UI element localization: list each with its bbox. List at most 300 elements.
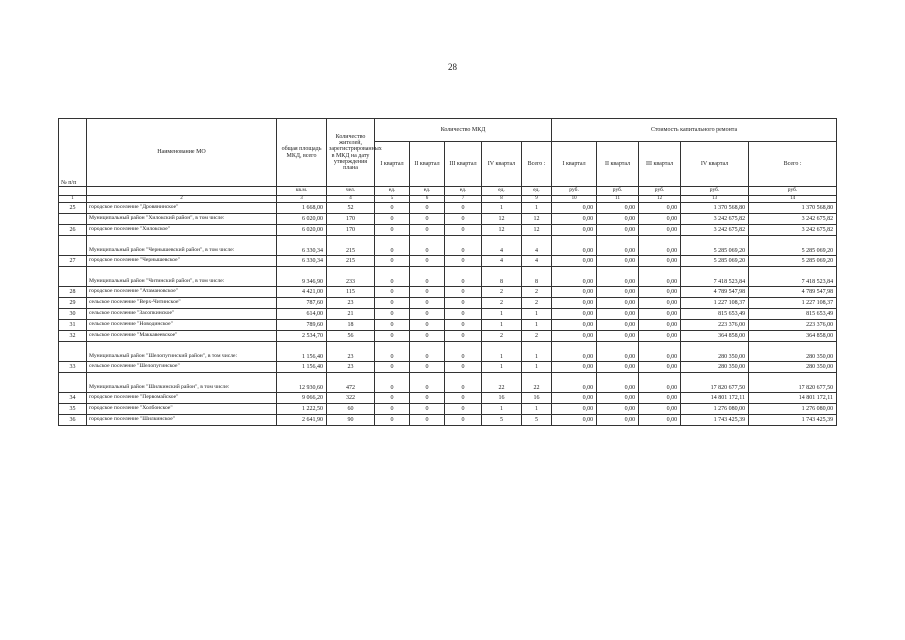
table-row <box>59 393 837 404</box>
column-index-cell: 8 <box>482 196 522 203</box>
row-count-q3: 0 <box>445 309 482 320</box>
row-name: Муниципальный район "Чернышевский район", в том числе: <box>87 236 277 256</box>
row-cost-q2: 0,00 <box>597 342 639 362</box>
row-area: 12 930,60 <box>277 373 327 393</box>
row-residents: 215 <box>327 236 375 256</box>
row-cost-q2: 0,00 <box>597 415 639 426</box>
row-residents: 23 <box>327 298 375 309</box>
row-cost-q4: 364 858,00 <box>681 331 749 342</box>
row-cost-q3: 0,00 <box>639 393 681 404</box>
row-name: сельское поселение "Маккавеевское" <box>87 331 277 342</box>
row-residents: 56 <box>327 331 375 342</box>
row-cost-q1: 0,00 <box>552 203 597 214</box>
row-cost-total: 280 350,00 <box>749 362 837 373</box>
row-cost-q2: 0,00 <box>597 267 639 287</box>
row-area: 787,60 <box>277 298 327 309</box>
header-cost-col: II квартал <box>597 142 639 187</box>
row-cost-q4: 4 789 547,98 <box>681 287 749 298</box>
row-count-q1: 0 <box>375 331 410 342</box>
row-area: 6 330,34 <box>277 236 327 256</box>
row-count-q3: 0 <box>445 415 482 426</box>
row-cost-q4: 280 350,00 <box>681 362 749 373</box>
row-name: городское поселение "Дровянинское" <box>87 203 277 214</box>
row-count-q2: 0 <box>410 298 445 309</box>
row-count-q2: 0 <box>410 225 445 236</box>
row-cost-q1: 0,00 <box>552 342 597 362</box>
row-count-total: 1 <box>522 320 552 331</box>
header-count-group: Количество МКД <box>375 119 552 142</box>
row-cost-q3: 0,00 <box>639 256 681 267</box>
row-count-q4: 4 <box>482 256 522 267</box>
unit-cell: ед. <box>410 187 445 196</box>
row-count-q1: 0 <box>375 320 410 331</box>
row-number: 35 <box>59 404 87 415</box>
row-count-total: 12 <box>522 225 552 236</box>
row-count-q4: 12 <box>482 214 522 225</box>
row-count-q3: 0 <box>445 287 482 298</box>
column-index-cell: 2 <box>87 196 277 203</box>
row-cost-q1: 0,00 <box>552 287 597 298</box>
unit-cell: руб. <box>639 187 681 196</box>
row-cost-q3: 0,00 <box>639 342 681 362</box>
row-cost-total: 7 418 523,84 <box>749 267 837 287</box>
row-number: 31 <box>59 320 87 331</box>
row-cost-q1: 0,00 <box>552 404 597 415</box>
row-cost-q2: 0,00 <box>597 393 639 404</box>
row-area: 1 222,50 <box>277 404 327 415</box>
table-row <box>59 203 837 214</box>
table-row <box>59 373 837 393</box>
row-count-q1: 0 <box>375 309 410 320</box>
row-count-q4: 1 <box>482 404 522 415</box>
unit-cell: руб. <box>749 187 837 196</box>
row-cost-q2: 0,00 <box>597 214 639 225</box>
table-row <box>59 309 837 320</box>
column-index-cell: 13 <box>681 196 749 203</box>
row-count-q1: 0 <box>375 342 410 362</box>
row-count-q3: 0 <box>445 362 482 373</box>
row-cost-total: 5 285 069,20 <box>749 236 837 256</box>
table-row <box>59 214 837 225</box>
row-cost-q2: 0,00 <box>597 256 639 267</box>
row-cost-q4: 1 370 568,80 <box>681 203 749 214</box>
row-cost-q1: 0,00 <box>552 331 597 342</box>
row-count-total: 1 <box>522 309 552 320</box>
row-cost-q2: 0,00 <box>597 320 639 331</box>
row-cost-q2: 0,00 <box>597 203 639 214</box>
row-cost-q3: 0,00 <box>639 331 681 342</box>
row-count-q1: 0 <box>375 203 410 214</box>
column-index-cell: 11 <box>597 196 639 203</box>
row-cost-q1: 0,00 <box>552 225 597 236</box>
row-count-q1: 0 <box>375 404 410 415</box>
row-count-q3: 0 <box>445 320 482 331</box>
row-cost-q1: 0,00 <box>552 256 597 267</box>
row-cost-q2: 0,00 <box>597 236 639 256</box>
row-count-total: 1 <box>522 342 552 362</box>
row-cost-q1: 0,00 <box>552 236 597 256</box>
row-count-total: 2 <box>522 287 552 298</box>
row-cost-q4: 14 801 172,11 <box>681 393 749 404</box>
row-count-q2: 0 <box>410 342 445 362</box>
row-cost-total: 5 285 069,20 <box>749 256 837 267</box>
row-name: городское поселение "Хилокское" <box>87 225 277 236</box>
unit-cell <box>87 187 277 196</box>
header-count-col: III квартал <box>445 142 482 187</box>
row-name: городское поселение "Чернышевское" <box>87 256 277 267</box>
row-cost-q3: 0,00 <box>639 267 681 287</box>
row-cost-q3: 0,00 <box>639 203 681 214</box>
row-count-q2: 0 <box>410 214 445 225</box>
row-area: 9 066,20 <box>277 393 327 404</box>
row-residents: 23 <box>327 362 375 373</box>
table-row <box>59 298 837 309</box>
row-residents: 21 <box>327 309 375 320</box>
row-count-q1: 0 <box>375 393 410 404</box>
row-count-q1: 0 <box>375 214 410 225</box>
row-cost-q4: 3 242 675,82 <box>681 225 749 236</box>
row-count-q4: 1 <box>482 362 522 373</box>
row-count-q3: 0 <box>445 214 482 225</box>
row-count-q1: 0 <box>375 298 410 309</box>
row-area: 6 020,00 <box>277 214 327 225</box>
table-row <box>59 236 837 256</box>
row-count-q4: 1 <box>482 203 522 214</box>
row-count-q1: 0 <box>375 267 410 287</box>
row-count-q2: 0 <box>410 287 445 298</box>
row-count-q3: 0 <box>445 393 482 404</box>
row-number: 25 <box>59 203 87 214</box>
row-cost-q4: 815 653,49 <box>681 309 749 320</box>
row-count-q4: 16 <box>482 393 522 404</box>
row-cost-q3: 0,00 <box>639 309 681 320</box>
row-count-q4: 1 <box>482 309 522 320</box>
row-residents: 322 <box>327 393 375 404</box>
row-cost-q1: 0,00 <box>552 267 597 287</box>
row-cost-q2: 0,00 <box>597 404 639 415</box>
row-area: 789,60 <box>277 320 327 331</box>
row-count-q1: 0 <box>375 415 410 426</box>
row-cost-q4: 17 820 677,50 <box>681 373 749 393</box>
row-cost-q1: 0,00 <box>552 393 597 404</box>
row-cost-q4: 1 276 080,00 <box>681 404 749 415</box>
row-count-q2: 0 <box>410 320 445 331</box>
row-name: городское поселение "Атамановское" <box>87 287 277 298</box>
row-name: Муниципальный район "Хилокский район", в том числе: <box>87 214 277 225</box>
column-index-cell: 4 <box>327 196 375 203</box>
unit-cell <box>59 187 87 196</box>
row-cost-q1: 0,00 <box>552 298 597 309</box>
row-residents: 23 <box>327 342 375 362</box>
row-cost-total: 4 789 547,98 <box>749 287 837 298</box>
row-number <box>59 214 87 225</box>
row-count-q2: 0 <box>410 393 445 404</box>
unit-cell: руб. <box>552 187 597 196</box>
row-cost-q3: 0,00 <box>639 320 681 331</box>
header-cost-col: III квартал <box>639 142 681 187</box>
header-count-col: II квартал <box>410 142 445 187</box>
row-cost-q3: 0,00 <box>639 373 681 393</box>
row-area: 2 534,70 <box>277 331 327 342</box>
header-cost-col: I квартал <box>552 142 597 187</box>
row-cost-q3: 0,00 <box>639 236 681 256</box>
row-count-q2: 0 <box>410 362 445 373</box>
row-residents: 18 <box>327 320 375 331</box>
row-cost-q3: 0,00 <box>639 362 681 373</box>
row-count-q3: 0 <box>445 267 482 287</box>
row-count-q2: 0 <box>410 236 445 256</box>
row-cost-q4: 223 376,00 <box>681 320 749 331</box>
row-cost-total: 3 242 675,82 <box>749 214 837 225</box>
row-area: 1 156,40 <box>277 342 327 362</box>
row-name: городское поселение "Шилкинское" <box>87 415 277 426</box>
row-count-q2: 0 <box>410 309 445 320</box>
row-cost-total: 280 350,00 <box>749 342 837 362</box>
row-count-q4: 2 <box>482 331 522 342</box>
row-count-q4: 22 <box>482 373 522 393</box>
row-cost-total: 1 743 425,39 <box>749 415 837 426</box>
table-row <box>59 225 837 236</box>
header-cost-col: Всего : <box>749 142 837 187</box>
table-row <box>59 331 837 342</box>
column-index-cell: 12 <box>639 196 681 203</box>
row-cost-total: 815 653,49 <box>749 309 837 320</box>
row-name: Муниципальный район "Шелопугинский район", в том числе: <box>87 342 277 362</box>
row-count-q3: 0 <box>445 373 482 393</box>
header-count-col: Всего : <box>522 142 552 187</box>
row-count-total: 22 <box>522 373 552 393</box>
row-residents: 115 <box>327 287 375 298</box>
row-count-q4: 12 <box>482 225 522 236</box>
row-count-q4: 1 <box>482 320 522 331</box>
row-cost-q4: 280 350,00 <box>681 342 749 362</box>
column-index-cell: 9 <box>522 196 552 203</box>
row-count-q1: 0 <box>375 373 410 393</box>
unit-cell: кв.м. <box>277 187 327 196</box>
row-name: сельское поселение "Засопкинское" <box>87 309 277 320</box>
row-cost-total: 1 370 568,80 <box>749 203 837 214</box>
row-count-q2: 0 <box>410 267 445 287</box>
row-cost-q1: 0,00 <box>552 309 597 320</box>
column-index-cell: 7 <box>445 196 482 203</box>
row-number: 29 <box>59 298 87 309</box>
unit-cell: ед. <box>482 187 522 196</box>
unit-cell: руб. <box>597 187 639 196</box>
row-count-q3: 0 <box>445 298 482 309</box>
row-number: 30 <box>59 309 87 320</box>
row-cost-q1: 0,00 <box>552 214 597 225</box>
row-count-total: 1 <box>522 362 552 373</box>
row-count-q3: 0 <box>445 331 482 342</box>
header-cost-group: Стоимость капитального ремонта <box>552 119 837 142</box>
row-cost-q2: 0,00 <box>597 362 639 373</box>
row-name: сельское поселение "Шелопугинское" <box>87 362 277 373</box>
column-index-cell: 10 <box>552 196 597 203</box>
row-number: 34 <box>59 393 87 404</box>
row-name: городское поселение "Первомайское" <box>87 393 277 404</box>
header-count-col: IV квартал <box>482 142 522 187</box>
row-residents: 215 <box>327 256 375 267</box>
row-cost-q2: 0,00 <box>597 298 639 309</box>
row-residents: 52 <box>327 203 375 214</box>
row-cost-q1: 0,00 <box>552 320 597 331</box>
table-row <box>59 287 837 298</box>
row-number: 32 <box>59 331 87 342</box>
row-name: Муниципальный район "Шилкинский район", в том числе: <box>87 373 277 393</box>
row-area: 1 156,40 <box>277 362 327 373</box>
row-count-q4: 2 <box>482 298 522 309</box>
row-count-q4: 4 <box>482 236 522 256</box>
row-cost-total: 17 820 677,50 <box>749 373 837 393</box>
unit-cell: ед. <box>445 187 482 196</box>
row-area: 1 668,00 <box>277 203 327 214</box>
row-cost-q4: 1 743 425,39 <box>681 415 749 426</box>
row-cost-q4: 3 242 675,82 <box>681 214 749 225</box>
table-row <box>59 362 837 373</box>
row-count-total: 2 <box>522 298 552 309</box>
row-count-total: 5 <box>522 415 552 426</box>
row-number <box>59 267 87 287</box>
row-count-q2: 0 <box>410 404 445 415</box>
row-count-q4: 1 <box>482 342 522 362</box>
row-name: сельское поселение "Верх-Читинское" <box>87 298 277 309</box>
row-cost-q4: 5 285 069,20 <box>681 256 749 267</box>
row-cost-q4: 1 227 108,37 <box>681 298 749 309</box>
table-row <box>59 256 837 267</box>
row-residents: 170 <box>327 214 375 225</box>
table-row <box>59 342 837 362</box>
row-cost-total: 14 801 172,11 <box>749 393 837 404</box>
row-count-q2: 0 <box>410 203 445 214</box>
row-cost-total: 1 227 108,37 <box>749 298 837 309</box>
row-cost-total: 364 858,00 <box>749 331 837 342</box>
row-residents: 233 <box>327 267 375 287</box>
row-residents: 472 <box>327 373 375 393</box>
row-number: 28 <box>59 287 87 298</box>
row-count-q2: 0 <box>410 331 445 342</box>
row-count-q2: 0 <box>410 415 445 426</box>
row-area: 4 421,00 <box>277 287 327 298</box>
row-cost-q1: 0,00 <box>552 415 597 426</box>
column-index-row <box>59 196 837 203</box>
row-cost-q2: 0,00 <box>597 331 639 342</box>
row-area: 614,00 <box>277 309 327 320</box>
row-count-q4: 8 <box>482 267 522 287</box>
row-count-q3: 0 <box>445 256 482 267</box>
row-cost-q2: 0,00 <box>597 373 639 393</box>
row-residents: 60 <box>327 404 375 415</box>
row-count-total: 16 <box>522 393 552 404</box>
row-residents: 90 <box>327 415 375 426</box>
row-area: 6 330,34 <box>277 256 327 267</box>
row-count-q4: 2 <box>482 287 522 298</box>
header-cost-col: IV квартал <box>681 142 749 187</box>
unit-cell: ед. <box>522 187 552 196</box>
row-area: 6 020,00 <box>277 225 327 236</box>
row-count-q1: 0 <box>375 225 410 236</box>
column-index-cell: 14 <box>749 196 837 203</box>
row-cost-q3: 0,00 <box>639 404 681 415</box>
row-count-q3: 0 <box>445 225 482 236</box>
row-count-total: 1 <box>522 203 552 214</box>
row-count-total: 4 <box>522 236 552 256</box>
units-row <box>59 187 837 196</box>
header-no: № п/п <box>59 119 87 187</box>
row-cost-q1: 0,00 <box>552 362 597 373</box>
header-residents: Количество жителей, зарегистрированных в МКД на дату утверждения плана <box>327 119 375 187</box>
row-count-total: 2 <box>522 331 552 342</box>
row-name: Муниципальный район "Читинский район", в том числе: <box>87 267 277 287</box>
row-number: 26 <box>59 225 87 236</box>
column-index-cell: 5 <box>375 196 410 203</box>
header-count-col: I квартал <box>375 142 410 187</box>
row-count-q1: 0 <box>375 236 410 256</box>
row-count-total: 12 <box>522 214 552 225</box>
row-cost-q3: 0,00 <box>639 287 681 298</box>
row-cost-total: 3 242 675,82 <box>749 225 837 236</box>
row-area: 9 346,90 <box>277 267 327 287</box>
row-count-q1: 0 <box>375 362 410 373</box>
unit-cell: ед. <box>375 187 410 196</box>
column-index-cell: 1 <box>59 196 87 203</box>
header-name: Наименование МО <box>87 119 277 187</box>
row-count-q2: 0 <box>410 373 445 393</box>
unit-cell: руб. <box>681 187 749 196</box>
row-cost-q2: 0,00 <box>597 309 639 320</box>
row-cost-q3: 0,00 <box>639 214 681 225</box>
row-cost-q3: 0,00 <box>639 415 681 426</box>
row-count-q4: 5 <box>482 415 522 426</box>
row-residents: 170 <box>327 225 375 236</box>
row-count-q2: 0 <box>410 256 445 267</box>
row-count-q3: 0 <box>445 342 482 362</box>
unit-cell: чел. <box>327 187 375 196</box>
table-row <box>59 415 837 426</box>
row-cost-q3: 0,00 <box>639 298 681 309</box>
column-index-cell: 3 <box>277 196 327 203</box>
row-number: 33 <box>59 362 87 373</box>
row-name: городское поселение "Холбонское" <box>87 404 277 415</box>
row-count-total: 1 <box>522 404 552 415</box>
row-count-q3: 0 <box>445 203 482 214</box>
row-cost-q4: 7 418 523,84 <box>681 267 749 287</box>
row-number <box>59 236 87 256</box>
table-row <box>59 267 837 287</box>
row-count-q1: 0 <box>375 256 410 267</box>
row-number: 36 <box>59 415 87 426</box>
row-cost-total: 1 276 080,00 <box>749 404 837 415</box>
header-area: общая площадь МКД, всего <box>277 119 327 187</box>
row-cost-q1: 0,00 <box>552 373 597 393</box>
row-cost-q2: 0,00 <box>597 225 639 236</box>
row-number: 27 <box>59 256 87 267</box>
capital-repair-table <box>58 118 837 426</box>
page-number: 28 <box>448 62 457 72</box>
column-index-cell: 6 <box>410 196 445 203</box>
row-cost-total: 223 376,00 <box>749 320 837 331</box>
table-row <box>59 404 837 415</box>
row-name: сельское поселение "Новодинское" <box>87 320 277 331</box>
row-count-total: 8 <box>522 267 552 287</box>
row-count-q3: 0 <box>445 404 482 415</box>
row-count-q1: 0 <box>375 287 410 298</box>
row-number <box>59 373 87 393</box>
row-number <box>59 342 87 362</box>
row-area: 2 641,90 <box>277 415 327 426</box>
row-cost-q2: 0,00 <box>597 287 639 298</box>
row-count-total: 4 <box>522 256 552 267</box>
row-cost-q4: 5 285 069,20 <box>681 236 749 256</box>
